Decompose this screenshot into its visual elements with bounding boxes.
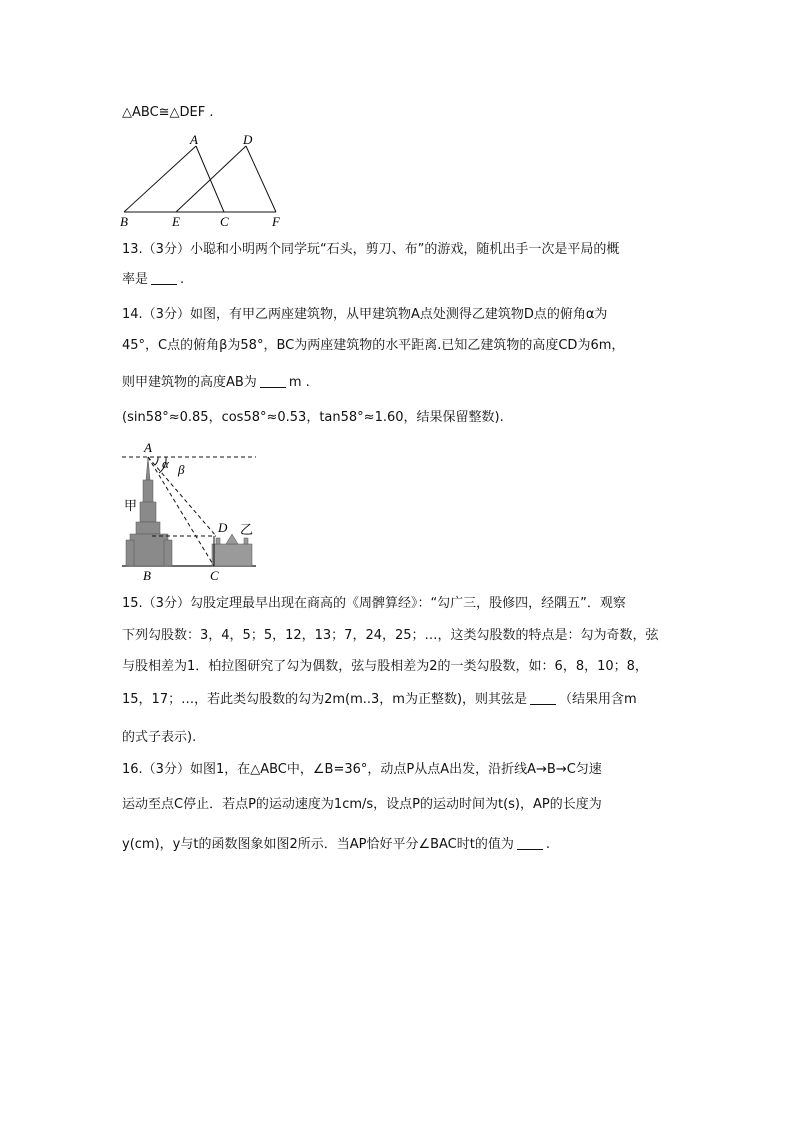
- segment-ac: [196, 146, 224, 212]
- q13-line1: 13.（3分）小聪和小明两个同学玩“石头，剪刀、布”的游戏，随机出手一次是平局的概: [122, 242, 620, 257]
- label-c: C: [220, 214, 229, 229]
- congruence-statement: △ABC≅△DEF .: [122, 105, 214, 120]
- label-b: B: [120, 214, 128, 229]
- label-beta: β: [178, 462, 185, 477]
- q16-line1: 16.（3分）如图1，在△ABC中，∠B=36°，动点P从点A出发，沿折线A→B→C匀速: [122, 762, 602, 777]
- q14-line2: 45°，C点的俯角β为58°，BC为两座建筑物的水平距离.已知乙建筑物的高度CD为6m，: [122, 338, 625, 353]
- label-jia: 甲: [124, 499, 138, 514]
- label-e: E: [172, 214, 180, 229]
- building-yi: [212, 534, 252, 566]
- q15-line2: 下列勾股数：3，4，5；5，12，13；7，24，25；…，这类勾股数的特点是：勾为奇数，弦: [122, 628, 659, 643]
- q14-line1: 14.（3分）如图，有甲乙两座建筑物，从甲建筑物A点处测得乙建筑物D点的俯角α为: [122, 307, 608, 322]
- label-alpha: α: [162, 456, 169, 471]
- q13-period: .: [180, 272, 185, 287]
- arc-alpha: [155, 457, 158, 465]
- label-d: D: [218, 520, 228, 535]
- q15-answer-blank[interactable]: [530, 692, 556, 705]
- q13-line2: [122, 272, 682, 288]
- q16-text: y(cm)，y与t的函数图象如图2所示．当AP恰好平分∠BAC时t的值为: [122, 837, 514, 852]
- segment-ba: [124, 146, 196, 212]
- q15-line3: 与股相差为1．柏拉图研究了勾为偶数，弦与股相差为2的一类勾股数，如：6，8，10；8，: [122, 659, 648, 674]
- q13-answer-blank[interactable]: [151, 272, 177, 285]
- q15-line4: [122, 692, 682, 708]
- label-yi: 乙: [240, 523, 254, 538]
- segment-ed: [176, 146, 246, 212]
- label-c: C: [210, 568, 219, 583]
- label-a: A: [190, 132, 198, 147]
- label-f: F: [272, 214, 280, 229]
- q15-text: 15，17；…，若此类勾股数的勾为2m(m..3，m为正整数)，则其弦是: [122, 692, 528, 707]
- q15-line5: 的式子表示).: [122, 730, 197, 745]
- q14-text: 则甲建筑物的高度AB为: [122, 375, 257, 390]
- q15-note: （结果用含m: [559, 692, 637, 707]
- label-b: B: [143, 568, 151, 583]
- label-a: A: [144, 440, 152, 455]
- segment-df: [246, 146, 276, 212]
- buildings-figure: [116, 440, 266, 585]
- q16-answer-blank[interactable]: [517, 837, 543, 850]
- triangles-figure: [116, 132, 296, 232]
- q15-line1: 15.（3分）勾股定理最早出现在商高的《周髀算经》：“勾广三，股修四，经隅五”．观察: [122, 596, 626, 611]
- q13-text: 率是: [122, 272, 149, 287]
- q14-line3: [122, 375, 682, 391]
- q16-line2: 运动至点C停止．若点P的运动速度为1cm/s，设点P的运动时间为t(s)，AP的长度为: [122, 797, 602, 812]
- q14-unit: m .: [288, 375, 310, 390]
- q16-period: .: [545, 837, 550, 852]
- q14-trig-values: (sin58°≈0.85，cos58°≈0.53，tan58°≈1.60，结果保留整数).: [122, 410, 504, 425]
- label-d: D: [243, 132, 253, 147]
- q16-line3: [122, 837, 682, 853]
- q14-answer-blank[interactable]: [260, 375, 286, 388]
